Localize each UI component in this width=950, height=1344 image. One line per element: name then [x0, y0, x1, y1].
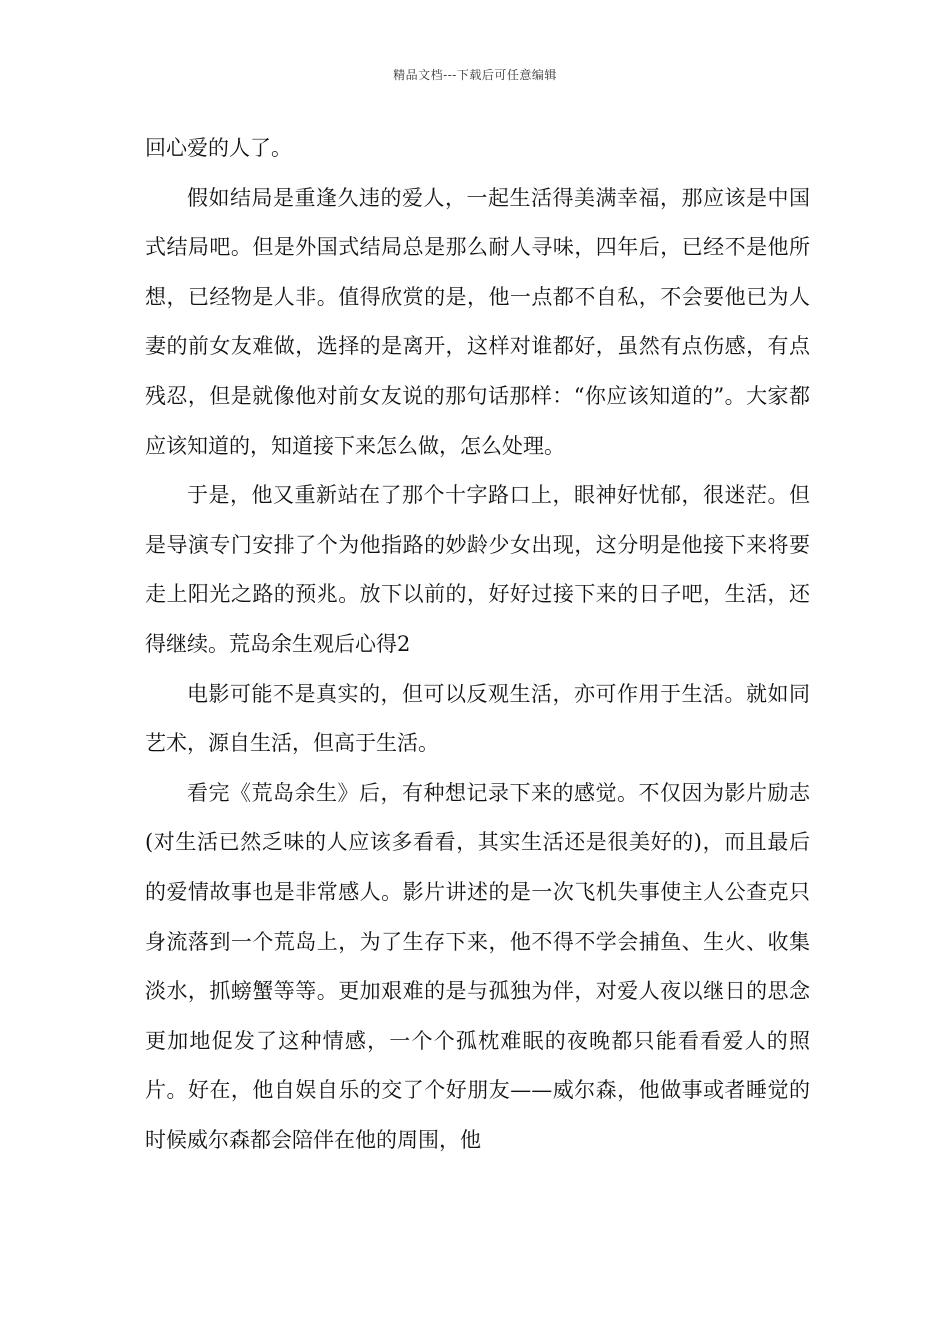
paragraph-3: 于是，他又重新站在了那个十字路口上，眼神好忧郁，很迷茫。但是导演专门安排了个为他指路的妙龄少女出现，这分明是他接下来将要走上阳光之路的预兆。放下以前的，好好过接下来的日子吧，生活，还得继续。荒岛余生观后心得2	[145, 483, 810, 656]
paragraph-5: 看完《荒岛余生》后，有种想记录下来的感觉。不仅因为影片励志(对生活已然乏味的人应该多看看，其实生活还是很美好的)，而且最后的爱情故事也是非常感人。影片讲述的是一次飞机失事使主人公查克只身流落到一个荒岛上，为了生存下来，他不得不学会捕鱼、生火、收集淡水，抓螃蟹等等。更加艰难的是与孤独为伴，对爱人夜以继日的思念更加地促发了这种情感，一个个孤枕难眠的夜晚都只能看看爱人的照片。好在，他自娱自乐的交了个好朋友——威尔森，他做事或者睡觉的时候威尔森都会陪伴在他的周围，他	[145, 780, 810, 1152]
document-body	[145, 124, 810, 1165]
paragraph-1: 回心爱的人了。	[145, 136, 292, 160]
paragraph-2: 假如结局是重逢久违的爱人，一起生活得美满幸福，那应该是中国式结局吧。但是外国式结局总是那么耐人寻味，四年后，已经不是他所想，已经物是人非。值得欣赏的是，他一点都不自私，不会要他已为人妻的前女友难做，选择的是离开，这样对谁都好，虽然有点伤感，有点残忍，但是就像他对前女友说的那句话那样：“你应该知道的”。大家都应该知道的，知道接下来怎么做，怎么处理。	[145, 185, 810, 458]
page-header: 精品文档---下载后可任意编辑	[393, 68, 557, 82]
paragraph-4: 电影可能不是真实的，但可以反观生活，亦可作用于生活。就如同艺术，源自生活，但高于生活。	[145, 681, 810, 756]
